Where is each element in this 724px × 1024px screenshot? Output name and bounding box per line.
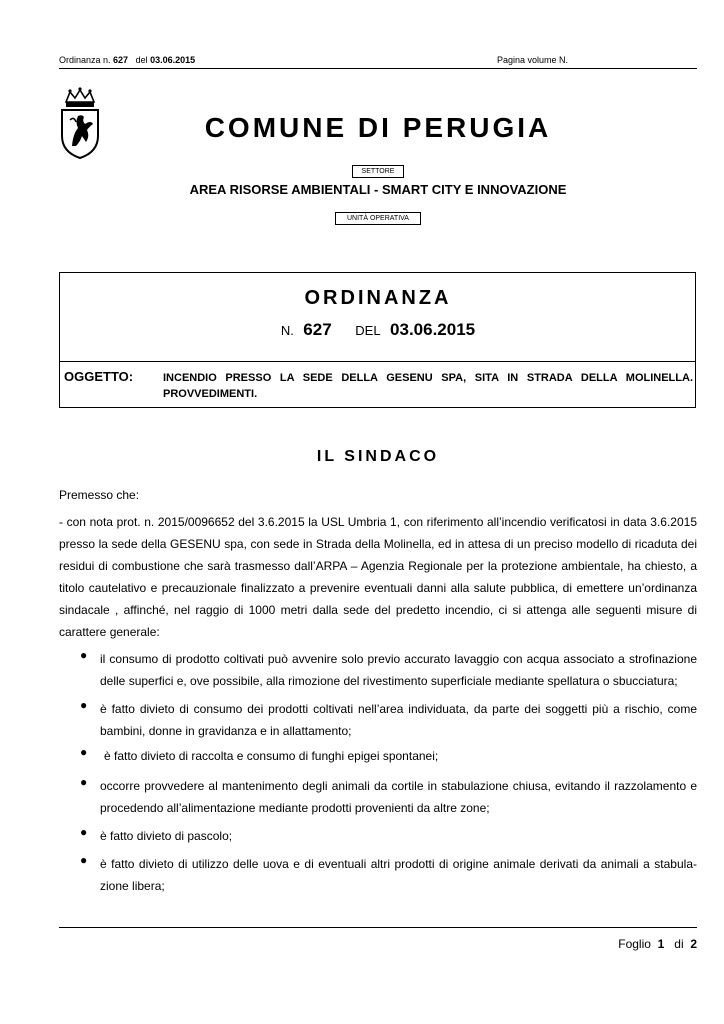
unita-operativa-label: UNITÀ OPERATIVA <box>335 212 421 225</box>
bullet-icon: ● <box>80 853 88 867</box>
oggetto-label: OGGETTO: <box>64 369 134 384</box>
bullet-icon: ● <box>80 825 88 839</box>
municipality-title: COMUNE DI PERUGIA <box>204 112 552 143</box>
list-item: è fatto divieto di raccolta e consumo di funghi epigei spontanei; <box>104 749 439 763</box>
sindaco-heading: IL SINDACO <box>316 448 440 465</box>
list-item: è fatto divieto di pascolo; <box>100 829 233 843</box>
oggetto-text: INCENDIO PRESSO LA SEDE DELLA GESENU SPA, SITA IN STRADA DELLA MOLINELLA. PROVVEDIMENTI. <box>163 372 693 400</box>
list-item: occorre provvedere al mantenimento degli animali da cortile in stabulazione chiusa, evitando il razzolamento e procedendo all’alimentazione mediante prodotti provenienti da altre zone; <box>100 779 697 815</box>
premesso-label: Premesso che: <box>59 488 140 502</box>
settore-label: SETTORE <box>352 165 404 178</box>
header-page-volume: Pagina volume N. <box>497 55 569 65</box>
main-paragraph: - con nota prot. n. 2015/0096652 del 3.6.2015 la USL Umbria 1, con riferimento all’incendio verificatosi in data 3.6.2015 presso la sede della GESENU spa, con sede in Strada della Molinella, ed in attesa di un preciso modello di ricaduta dei residui di combustione che sarà trasmesso dall’ARPA – Agenzia Regionale per la protezione ambientale, ha chiesto, a titolo cautelativo e precauzionale finalizzato a prevenire eventuali danni alla salute pubblica, di emettere un’ordinanza sindacale , affinché, nel raggio di 1000 metri dalla sede del predetto incendio, ci si attenga alle seguenti misure di carattere generale: <box>59 515 697 639</box>
footer-page-count: Foglio 1 di 2 <box>618 937 697 951</box>
bullet-icon: ● <box>80 648 88 662</box>
footer-page: 1 <box>657 937 665 951</box>
footer-total: 2 <box>690 937 697 951</box>
oggetto-divider <box>60 361 695 362</box>
ordinance-title: ORDINANZA <box>304 287 452 309</box>
ordinance-number-line: N. 627 DEL 03.06.2015 <box>280 320 476 339</box>
ordinance-number: 627 <box>303 320 332 339</box>
bullet-icon: ● <box>80 698 88 712</box>
header-number: 627 <box>113 55 129 65</box>
list-item: è fatto divieto di consumo dei prodotti coltivati nell’area individuata, da parte dei soggetti più a rischio, come bambini, donne in gravidanza e in allattamento; <box>100 702 697 738</box>
bullet-icon: ● <box>80 745 88 759</box>
ordinance-date: 03.06.2015 <box>390 320 476 339</box>
header-date: 03.06.2015 <box>150 55 196 65</box>
list-item: è fatto divieto di utilizzo delle uova e di eventuali altri prodotti di origine animale derivati da animali a stabula-zione libera; <box>100 857 697 893</box>
top-divider <box>59 68 697 69</box>
list-item: il consumo di prodotto coltivati può avvenire solo previo accurato lavaggio con acqua associato a strofinazione delle superfici e, ove possibile, alla rimozione del rivestimento superficiale mediante spellatura o sbucciatura; <box>100 652 697 688</box>
bullet-icon: ● <box>80 775 88 789</box>
header-ordinanza-ref: Ordinanza n. 627 del 03.06.2015 <box>59 55 196 65</box>
bottom-divider <box>59 927 697 928</box>
department-area: AREA RISORSE AMBIENTALI - SMART CITY E INNOVAZIONE <box>189 182 567 197</box>
